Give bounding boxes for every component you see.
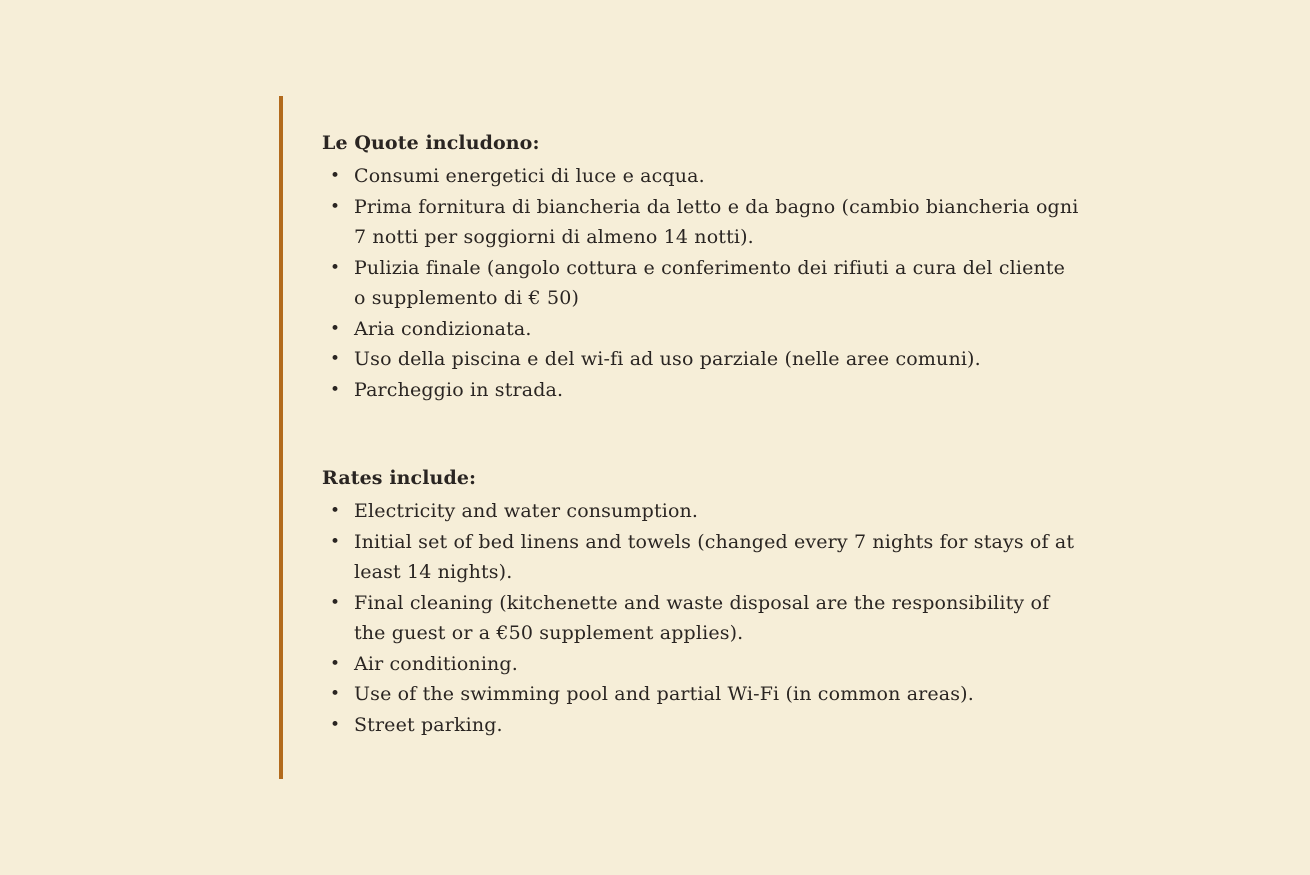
- list-item: • Aria condizionata.: [322, 314, 1082, 345]
- italian-section: [322, 128, 1082, 405]
- list-item: • Initial set of bed linens and towels (changed every 7 nights for stays of at least 14 nights).: [322, 527, 1082, 588]
- list-item: • Prima fornitura di biancheria da letto e da bagno (cambio biancheria ogni 7 notti per soggiorni di almeno 14 notti).: [322, 192, 1082, 253]
- list-item: • Use of the swimming pool and partial Wi-Fi (in common areas).: [322, 679, 1082, 710]
- list-item: • Electricity and water consumption.: [322, 496, 1082, 527]
- italian-list: [322, 161, 1082, 405]
- list-item: • Air conditioning.: [322, 649, 1082, 680]
- list-item: • Uso della piscina e del wi-fi ad uso parziale (nelle aree comuni).: [322, 344, 1082, 375]
- list-item: • Consumi energetici di luce e acqua.: [322, 161, 1082, 192]
- list-item: • Pulizia finale (angolo cottura e conferimento dei rifiuti a cura del cliente o supplemento di € 50): [322, 253, 1082, 314]
- accent-bar: [279, 96, 283, 779]
- list-item: • Parcheggio in strada.: [322, 375, 1082, 406]
- italian-title: Le Quote includono:: [322, 132, 540, 154]
- rates-content: [322, 128, 1082, 740]
- list-item: • Street parking.: [322, 710, 1082, 741]
- english-section: [322, 463, 1082, 740]
- list-item: • Final cleaning (kitchenette and waste disposal are the responsibility of the guest or a €50 supplement applies).: [322, 588, 1082, 649]
- english-title: Rates include:: [322, 467, 477, 489]
- english-list: [322, 496, 1082, 740]
